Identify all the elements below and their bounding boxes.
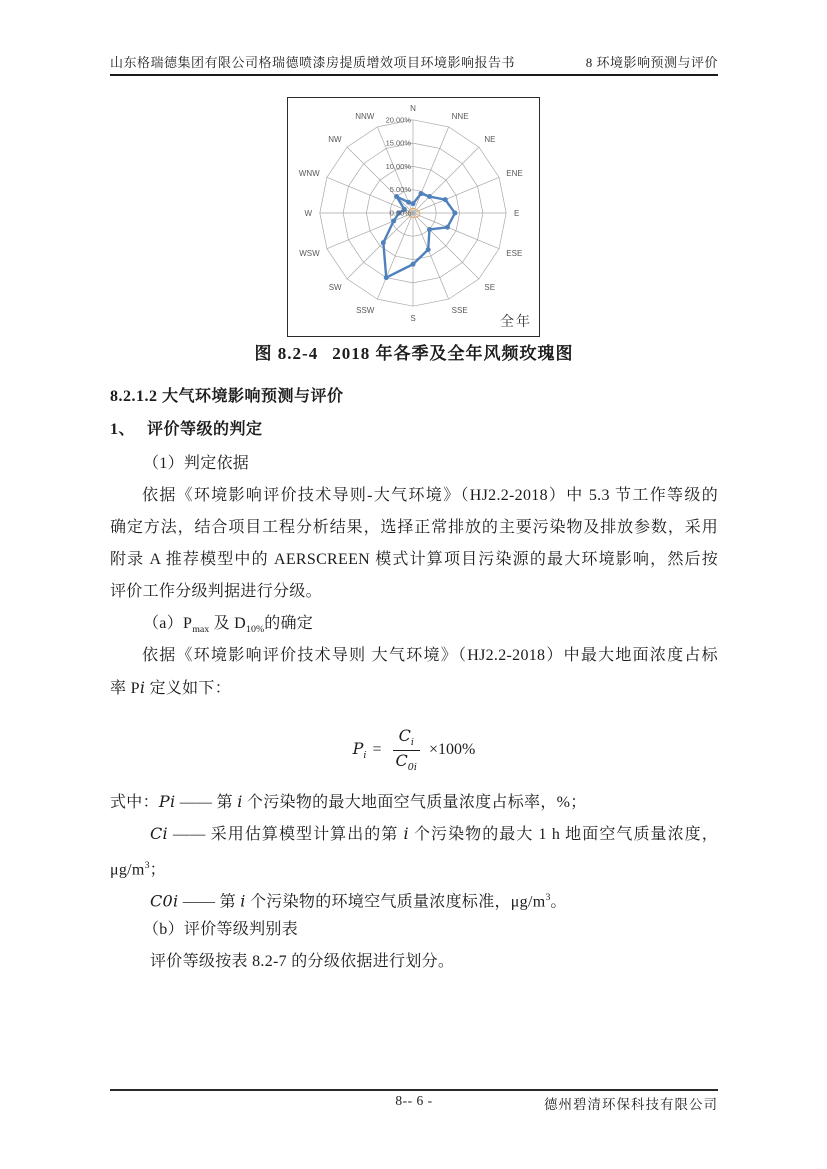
formula-tail: ×100% — [428, 741, 476, 758]
wind-rose-chart — [288, 98, 538, 335]
page-header — [110, 52, 718, 71]
svg-text:ESE: ESE — [506, 249, 523, 259]
svg-text:SSW: SSW — [356, 306, 375, 316]
svg-text:0.00%: 0.00% — [389, 208, 411, 218]
svg-text:WNW: WNW — [298, 168, 320, 178]
text-line: 评价等级按表 8.2-7 的分级依据进行划分。 — [150, 953, 455, 970]
svg-text:NE: NE — [484, 134, 496, 144]
pi-formula — [110, 722, 718, 778]
subsection-title: 评价等级的判定 — [147, 421, 263, 438]
body-paragraphs-2 — [110, 786, 718, 978]
header-left-title: 山东格瑞德集团有限公司格瑞德喷漆房提质增效项目环境影响报告书 — [110, 55, 516, 70]
footer-company: 德州碧清环保科技有限公司 — [544, 1097, 718, 1112]
header-rule — [110, 74, 718, 76]
text-line: 依据《环境影响评价技术导则 大气环境》（HJ2.2-2018）中最大地面浓度占标 — [142, 647, 718, 664]
text-line: （1）判定依据 — [143, 455, 250, 472]
wind-rose-figure — [287, 97, 540, 337]
text-line: 依据《环境影响评价技术导则-大气环境》（HJ2.2-2018）中 5.3 节工作等级的 — [142, 487, 718, 504]
svg-text:W: W — [304, 209, 312, 218]
text-line: 评价工作分级判据进行分级。 — [110, 583, 322, 600]
text-line: 确定方法，结合项目工程分析结果，选择正常排放的主要污染物及排放参数，采用 — [110, 519, 718, 536]
svg-text:S: S — [410, 314, 416, 323]
formula-numerator: $C_i$ — [393, 727, 420, 750]
svg-text:NW: NW — [328, 134, 342, 144]
svg-text:E: E — [514, 209, 520, 218]
figure-caption — [110, 339, 718, 364]
svg-text:20.00%: 20.00% — [385, 115, 411, 125]
text-line: $(a)P_{max}$ 及 $D_{10\%}$的确定 — [143, 615, 314, 636]
page-footer — [110, 1093, 718, 1112]
subsection-number: 1、 — [110, 421, 136, 438]
body-paragraphs-1 — [110, 448, 718, 704]
text-line: 附录 A 推荐模型中的 AERSCREEN 模式计算项目污染源的最大环境影响，然后按 — [110, 551, 718, 568]
text-line: Ci —— 采用估算模型计算出的第 i 个污染物的最大 1 h 地面空气质量浓度， — [150, 824, 718, 843]
text-line: $\mu g/m^3$； — [110, 860, 166, 879]
svg-text:SSE: SSE — [451, 306, 468, 316]
footer-rule — [110, 1089, 718, 1091]
formula-equals: = — [372, 741, 382, 758]
svg-text:WSW: WSW — [299, 249, 320, 259]
svg-text:NNE: NNE — [451, 111, 469, 121]
section-heading: 8.2.1.2 大气环境影响预测与评价 — [110, 388, 344, 405]
figure-caption-title: 2018 年各季及全年风频玫瑰图 — [332, 344, 574, 363]
svg-text:5.00%: 5.00% — [389, 185, 411, 195]
svg-text:NNW: NNW — [355, 111, 375, 121]
formula-fraction — [390, 727, 423, 772]
figure-caption-number: 图 8.2-4 — [254, 344, 319, 363]
svg-text:N: N — [410, 104, 416, 113]
subsection-heading — [110, 416, 263, 439]
svg-text:15.00%: 15.00% — [385, 138, 411, 148]
header-right-chapter: 8 环境影响预测与评价 — [585, 55, 718, 70]
formula-lhs: $P_i$ — [352, 738, 367, 762]
footer-page-number: 8-- 6 - — [395, 1093, 433, 1108]
text-line: （b）评价等级判别表 — [143, 921, 299, 938]
svg-text:10.00%: 10.00% — [385, 161, 411, 171]
formula-denominator: $C_{0i}$ — [395, 750, 417, 773]
text-line: 式中：Pi —— 第 i 个污染物的最大地面空气质量浓度占标率，%； — [110, 792, 587, 811]
text-line: 率 Pi 定义如下： — [110, 678, 232, 697]
svg-text:SE: SE — [484, 283, 496, 293]
figure-legend-label: 全年 — [500, 315, 532, 330]
svg-text:SW: SW — [328, 283, 342, 293]
svg-text:ENE: ENE — [506, 168, 523, 178]
text-line: C0i —— 第 i 个污染物的环境空气质量浓度标准，$\mu g/m^3$。 — [150, 891, 567, 911]
